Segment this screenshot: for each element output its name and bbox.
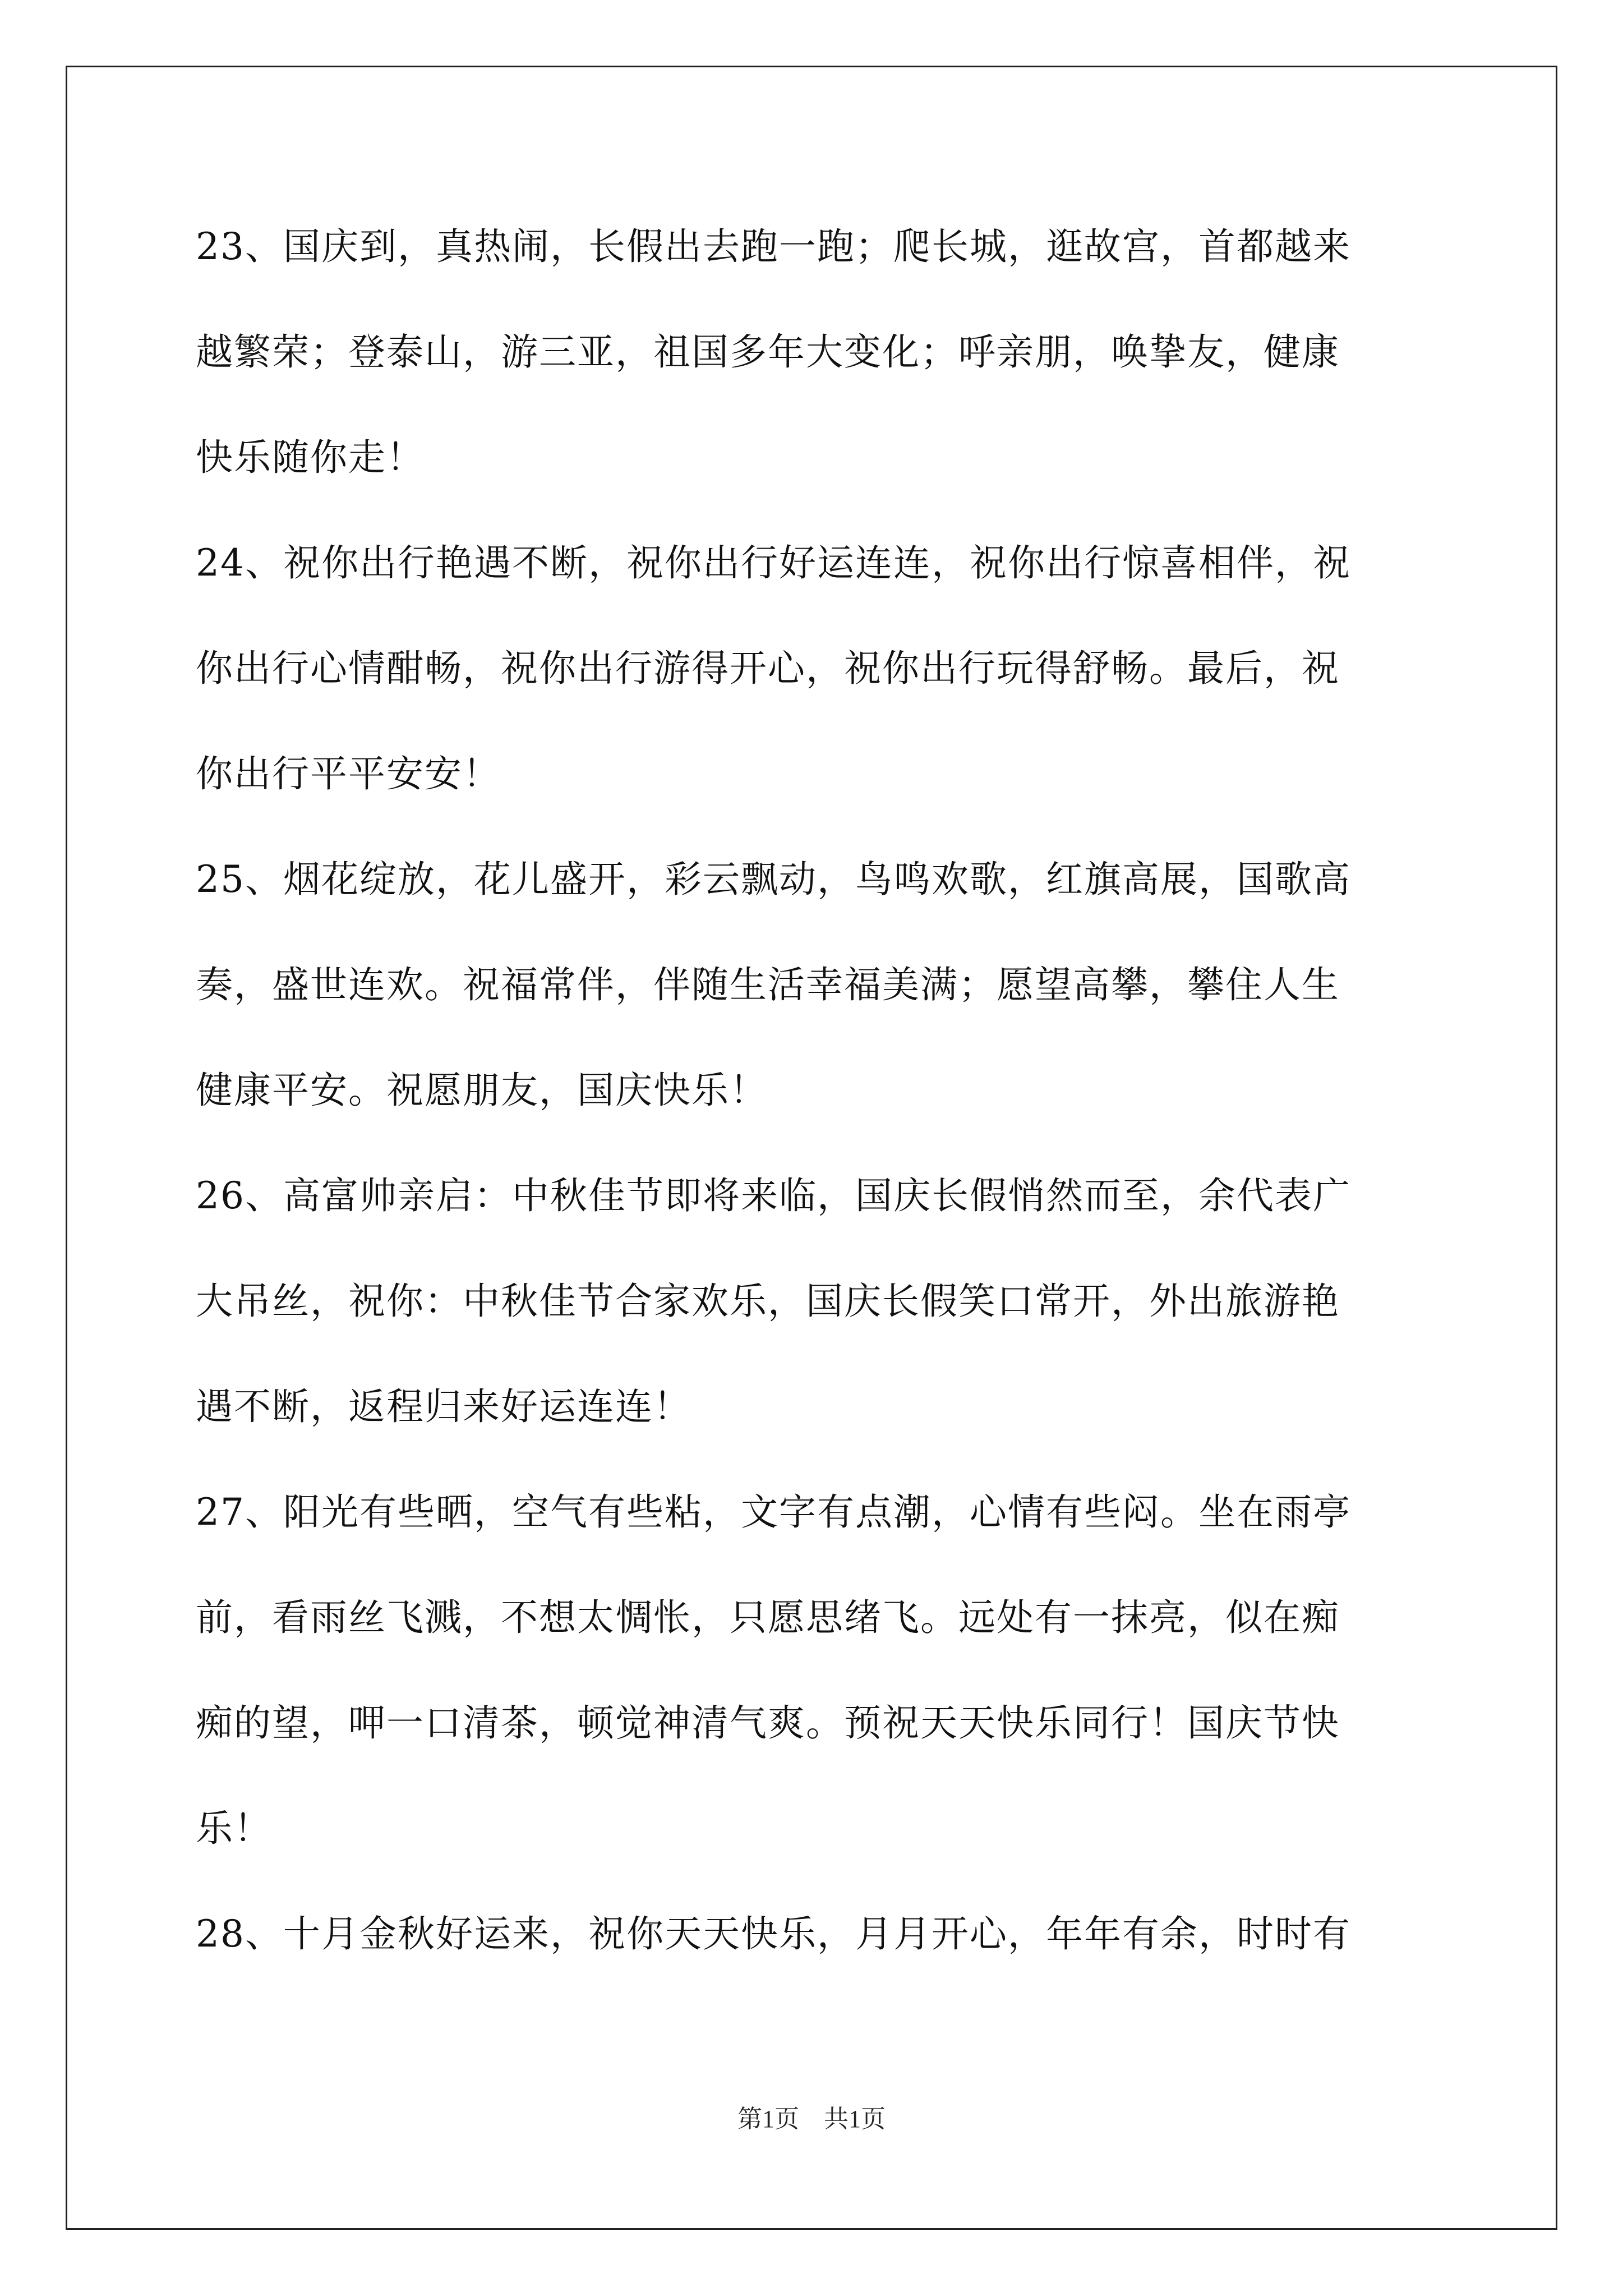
text-line: 越繁荣；登泰山，游三亚，祖国多年大变化；呼亲朋，唤挚友，健康	[196, 330, 1340, 374]
text-line: 遇不断，返程归来好运连连！	[196, 1385, 691, 1428]
text-line: 健康平安。祝愿朋友，国庆快乐！	[196, 1069, 768, 1112]
text-line: 快乐随你走！	[196, 436, 425, 479]
text-line: 你出行平平安安！	[196, 752, 501, 795]
text-line: 23、国庆到，真热闹，长假出去跑一跑；爬长城，逛故宫，首都越来	[196, 225, 1351, 268]
text-line: 28、十月金秋好运来，祝你天天快乐，月月开心，年年有余，时时有	[196, 1912, 1351, 1955]
text-line: 你出行心情酣畅，祝你出行游得开心，祝你出行玩得舒畅。最后，祝	[196, 647, 1340, 690]
text-line: 大吊丝，祝你：中秋佳节合家欢乐，国庆长假笑口常开，外出旅游艳	[196, 1280, 1340, 1323]
text-line: 25、烟花绽放，花儿盛开，彩云飘动，鸟鸣欢歌，红旗高展，国歌高	[196, 858, 1351, 901]
text-line: 前，看雨丝飞溅，不想太惆怅，只愿思绪飞。远处有一抹亮，似在痴	[196, 1596, 1340, 1639]
text-line: 痴的望，呷一口清茶，顿觉神清气爽。预祝天天快乐同行！国庆节快	[196, 1701, 1340, 1745]
text-line: 24、祝你出行艳遇不断，祝你出行好运连连，祝你出行惊喜相伴，祝	[196, 541, 1351, 585]
document-body	[196, 219, 1437, 2012]
page-footer: 第1页 共1页	[737, 2105, 886, 2133]
text-line: 26、高富帅亲启：中秋佳节即将来临，国庆长假悄然而至，余代表广	[196, 1174, 1351, 1217]
text-line: 27、阳光有些晒，空气有些粘，文字有点潮，心情有些闷。坐在雨亭	[196, 1490, 1351, 1534]
text-line: 奏，盛世连欢。祝福常伴，伴随生活幸福美满；愿望高攀，攀住人生	[196, 963, 1340, 1006]
text-line: 乐！	[196, 1807, 272, 1850]
